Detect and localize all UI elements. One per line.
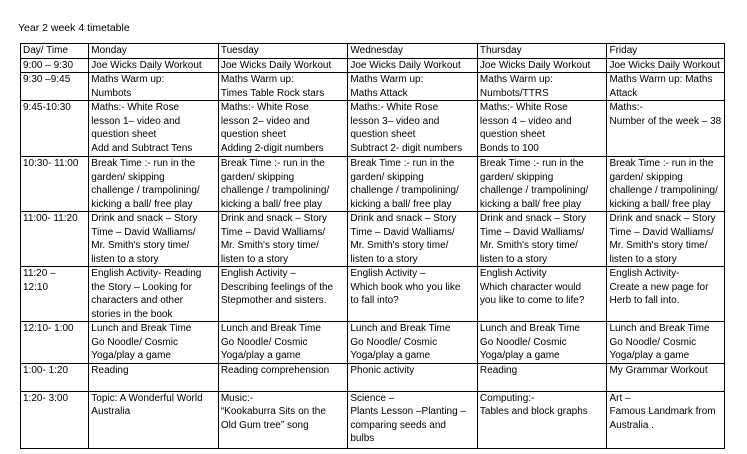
- wednesday-cell: Break Time :- run in the garden/ skipping challenge / trampolining/ kicking a ball/ free play: [348, 157, 478, 212]
- tuesday-cell: Lunch and Break Time Go Noodle/ Cosmic Yoga/play a game: [218, 322, 348, 364]
- header-row: [21, 44, 725, 59]
- time-cell: 11:00- 11:20: [21, 212, 89, 267]
- header-monday: Monday: [89, 44, 219, 59]
- table-row: [21, 363, 725, 391]
- table-row: [21, 322, 725, 364]
- thursday-cell: Maths:- White Rose lesson 4 – video and question sheet Bonds to 100: [477, 101, 607, 157]
- monday-cell: Maths:- White Rose lesson 1– video and question sheet Add and Subtract Tens: [89, 101, 219, 157]
- table-row: [21, 58, 725, 73]
- time-cell: 10:30- 11:00: [21, 157, 89, 212]
- time-cell: 9:45-10:30: [21, 101, 89, 157]
- friday-cell: English Activity- Create a new page for Herb to fall into.: [607, 267, 725, 322]
- table-row: [21, 101, 725, 157]
- header-wednesday: Wednesday: [348, 44, 478, 59]
- wednesday-cell: Science – Plants Lesson –Planting – comparing seeds and bulbs: [348, 391, 478, 448]
- friday-cell: Maths:- Number of the week – 38: [607, 101, 725, 157]
- thursday-cell: Computing:- Tables and block graphs: [477, 391, 607, 448]
- thursday-cell: Break Time :- run in the garden/ skipping challenge / trampolining/ kicking a ball/ free play: [477, 157, 607, 212]
- time-cell: 9:30 –9:45: [21, 73, 89, 101]
- monday-cell: Maths Warm up: Numbots: [89, 73, 219, 101]
- header-tuesday: Tuesday: [218, 44, 348, 59]
- tuesday-cell: Drink and snack – Story Time – David Walliams/ Mr. Smith's story time/ listen to a story: [218, 212, 348, 267]
- tuesday-cell: Reading comprehension: [218, 363, 348, 391]
- table-row: [21, 212, 725, 267]
- thursday-cell: Lunch and Break Time Go Noodle/ Cosmic Yoga/play a game: [477, 322, 607, 364]
- monday-cell: Break Time :- run in the garden/ skipping challenge / trampolining/ kicking a ball/ free play: [89, 157, 219, 212]
- header-day-time: Day/ Time: [21, 44, 89, 59]
- wednesday-cell: English Activity – Which book who you like to fall into?: [348, 267, 478, 322]
- table-row: [21, 73, 725, 101]
- thursday-cell: Reading: [477, 363, 607, 391]
- time-cell: 9:00 – 9:30: [21, 58, 89, 73]
- table-row: [21, 267, 725, 322]
- thursday-cell: Maths Warm up: Numbots/TTRS: [477, 73, 607, 101]
- page-title: Year 2 week 4 timetable: [18, 22, 130, 34]
- time-cell: 11:20 – 12:10: [21, 267, 89, 322]
- tuesday-cell: Break Time :- run in the garden/ skipping challenge / trampolining/ kicking a ball/ free play: [218, 157, 348, 212]
- tuesday-cell: Joe Wicks Daily Workout: [218, 58, 348, 73]
- monday-cell: Drink and snack – Story Time – David Walliams/ Mr. Smith's story time/ listen to a story: [89, 212, 219, 267]
- table-row: [21, 391, 725, 448]
- time-cell: 1:20- 3:00: [21, 391, 89, 448]
- wednesday-cell: Maths Warm up: Maths Attack: [348, 73, 478, 101]
- tuesday-cell: English Activity – Describing feelings of the Stepmother and sisters.: [218, 267, 348, 322]
- friday-cell: Break Time :- run in the garden/ skipping challenge / trampolining/ kicking a ball/ free play: [607, 157, 725, 212]
- time-cell: 12:10- 1:00: [21, 322, 89, 364]
- wednesday-cell: Maths:- White Rose lesson 3– video and question sheet Subtract 2- digit numbers: [348, 101, 478, 157]
- time-cell: 1:00- 1:20: [21, 363, 89, 391]
- wednesday-cell: Phonic activity: [348, 363, 478, 391]
- monday-cell: Topic: A Wonderful World Australia: [89, 391, 219, 448]
- monday-cell: English Activity- Reading the Story – Looking for characters and other stories in the book: [89, 267, 219, 322]
- friday-cell: Lunch and Break Time Go Noodle/ Cosmic Yoga/play a game: [607, 322, 725, 364]
- monday-cell: Joe Wicks Daily Workout: [89, 58, 219, 73]
- wednesday-cell: Drink and snack – Story Time – David Walliams/ Mr. Smith's story time/ listen to a story: [348, 212, 478, 267]
- friday-cell: Drink and snack – Story Time – David Walliams/ Mr. Smith's story time/ listen to a story: [607, 212, 725, 267]
- wednesday-cell: Lunch and Break Time Go Noodle/ Cosmic Yoga/play a game: [348, 322, 478, 364]
- header-thursday: Thursday: [477, 44, 607, 59]
- tuesday-cell: Maths Warm up: Times Table Rock stars: [218, 73, 348, 101]
- thursday-cell: Drink and snack – Story Time – David Walliams/ Mr. Smith's story time/ listen to a story: [477, 212, 607, 267]
- monday-cell: Lunch and Break Time Go Noodle/ Cosmic Yoga/play a game: [89, 322, 219, 364]
- tuesday-cell: Music:- “Kookaburra Sits on the Old Gum tree” song: [218, 391, 348, 448]
- friday-cell: Joe Wicks Daily Workout: [607, 58, 725, 73]
- thursday-cell: English Activity Which character would you like to come to life?: [477, 267, 607, 322]
- wednesday-cell: Joe Wicks Daily Workout: [348, 58, 478, 73]
- header-friday: Friday: [607, 44, 725, 59]
- tuesday-cell: Maths:- White Rose lesson 2– video and question sheet Adding 2-digit numbers: [218, 101, 348, 157]
- friday-cell: My Grammar Workout: [607, 363, 725, 391]
- friday-cell: Maths Warm up: Maths Attack: [607, 73, 725, 101]
- monday-cell: Reading: [89, 363, 219, 391]
- timetable: [20, 43, 725, 449]
- friday-cell: Art – Famous Landmark from Australia .: [607, 391, 725, 448]
- table-row: [21, 157, 725, 212]
- thursday-cell: Joe Wicks Daily Workout: [477, 58, 607, 73]
